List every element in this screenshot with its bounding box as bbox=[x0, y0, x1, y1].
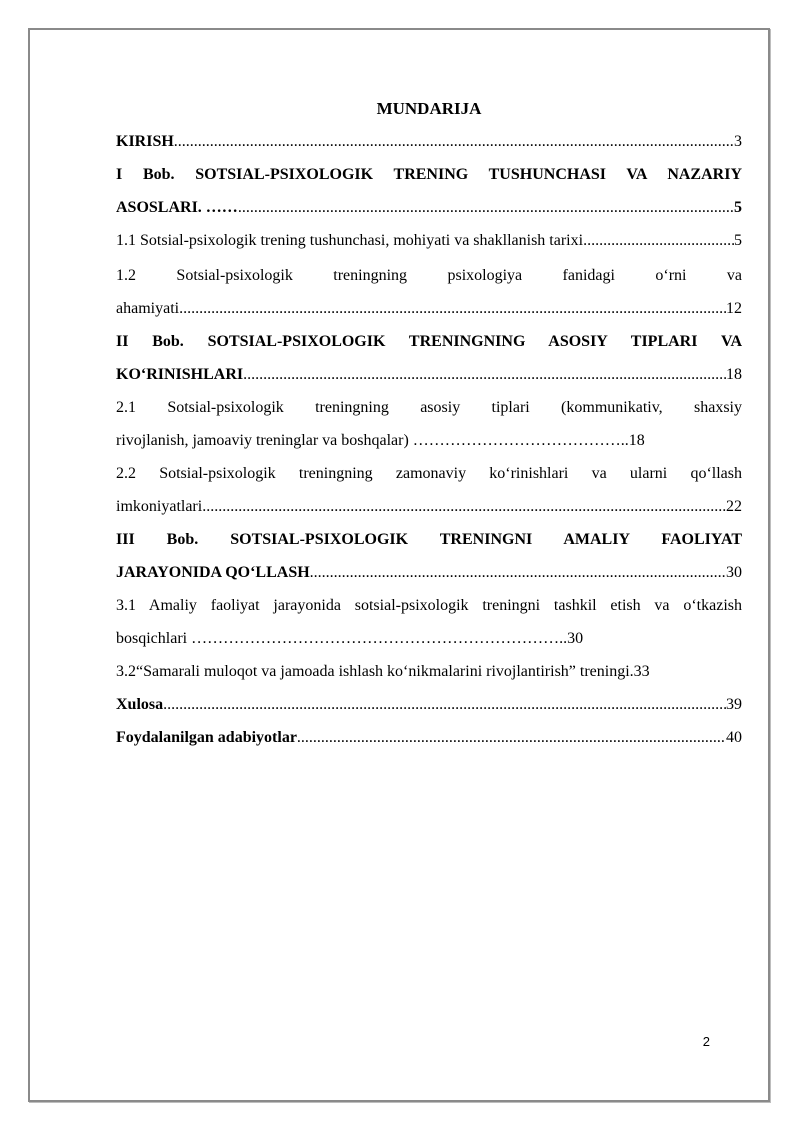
table-of-contents bbox=[116, 92, 742, 754]
toc-entry-xulosa bbox=[116, 688, 742, 721]
dot-leader bbox=[179, 292, 726, 325]
toc-chapter-2-heading: II Bob. SOTSIAL-PSIXOLOGIK TRENINGNING ASOSIY TIPLARI VA bbox=[116, 333, 742, 350]
toc-section-3-1-line2: bosqichlari ……………………………………………………………..30 bbox=[116, 630, 584, 647]
toc-entry-kirish bbox=[116, 125, 742, 158]
dot-leader bbox=[174, 125, 734, 158]
toc-entry-label: KIRISH bbox=[116, 133, 174, 150]
toc-entry-label: ASOSLARI. …… bbox=[116, 199, 238, 216]
toc-entry-label: KO‘RINISHLARI bbox=[116, 366, 244, 383]
toc-entry-label: 1.1 Sotsial-psixologik trening tushunchasi, mohiyati va shakllanish tarixi bbox=[116, 232, 584, 249]
toc-title: MUNDARIJA bbox=[376, 99, 482, 118]
dot-leader bbox=[310, 556, 726, 589]
toc-entry-section-1-2 bbox=[116, 292, 742, 325]
toc-section-2-2-line1: 2.2 Sotsial-psixologik treningning zamonaviy ko‘rinishlari va ularni qo‘llash bbox=[116, 465, 742, 482]
toc-section-2-1-line2: rivojlanish, jamoaviy treninglar va boshqalar) …………………………………..18 bbox=[116, 432, 645, 449]
toc-entry-section-2-2 bbox=[116, 490, 742, 523]
toc-entry-chapter-1 bbox=[116, 191, 742, 224]
toc-entry-label: imkoniyatlari bbox=[116, 498, 203, 515]
dot-leader bbox=[243, 358, 726, 391]
dot-leader bbox=[238, 191, 734, 224]
toc-page-number: 39 bbox=[726, 696, 742, 713]
toc-page-number: 5 bbox=[734, 232, 742, 249]
toc-page-number: 18 bbox=[726, 366, 742, 383]
page-number: 2 bbox=[702, 1034, 710, 1049]
toc-page-number: 5 bbox=[734, 199, 742, 216]
toc-section-3-1-line1: 3.1 Amaliy faoliyat jarayonida sotsial-psixologik treningni tashkil etish va o‘tkazish bbox=[116, 597, 742, 614]
toc-entry-label: Foydalanilgan adabiyotlar bbox=[116, 729, 297, 746]
toc-chapter-1-heading: I Bob. SOTSIAL-PSIXOLOGIK TRENING TUSHUNCHASI VA NAZARIY bbox=[116, 166, 742, 183]
toc-entry-adabiyotlar bbox=[116, 721, 742, 754]
toc-entry-label: ahamiyati bbox=[116, 300, 180, 317]
toc-page-number: 3 bbox=[734, 133, 742, 150]
toc-entry-chapter-3 bbox=[116, 556, 742, 589]
toc-entry-section-1-1 bbox=[116, 224, 742, 257]
toc-entry-section-3-2: 3.2“Samarali muloqot va jamoada ishlash ko‘nikmalarini rivojlantirish” treningi.33 bbox=[116, 663, 650, 680]
document-page bbox=[28, 28, 770, 1102]
toc-chapter-3-heading: III Bob. SOTSIAL-PSIXOLOGIK TRENINGNI AMALIY FAOLIYAT bbox=[116, 531, 742, 548]
dot-leader bbox=[583, 224, 734, 257]
toc-entry-label: JARAYONIDA QO‘LLASH bbox=[116, 564, 310, 581]
dot-leader bbox=[202, 490, 726, 523]
toc-section-2-1-line1: 2.1 Sotsial-psixologik treningning asosiy tiplari (kommunikativ, shaxsiy bbox=[116, 399, 742, 416]
toc-page-number: 22 bbox=[726, 498, 742, 515]
dot-leader bbox=[163, 688, 726, 721]
toc-entry-label: Xulosa bbox=[116, 696, 164, 713]
dot-leader bbox=[297, 721, 726, 754]
toc-entry-chapter-2 bbox=[116, 358, 742, 391]
toc-page-number: 12 bbox=[726, 300, 742, 317]
toc-page-number: 30 bbox=[726, 564, 742, 581]
toc-section-1-2-line1: 1.2 Sotsial-psixologik treningning psixologiya fanidagi o‘rni va bbox=[116, 267, 742, 284]
toc-page-number: 40 bbox=[726, 729, 742, 746]
